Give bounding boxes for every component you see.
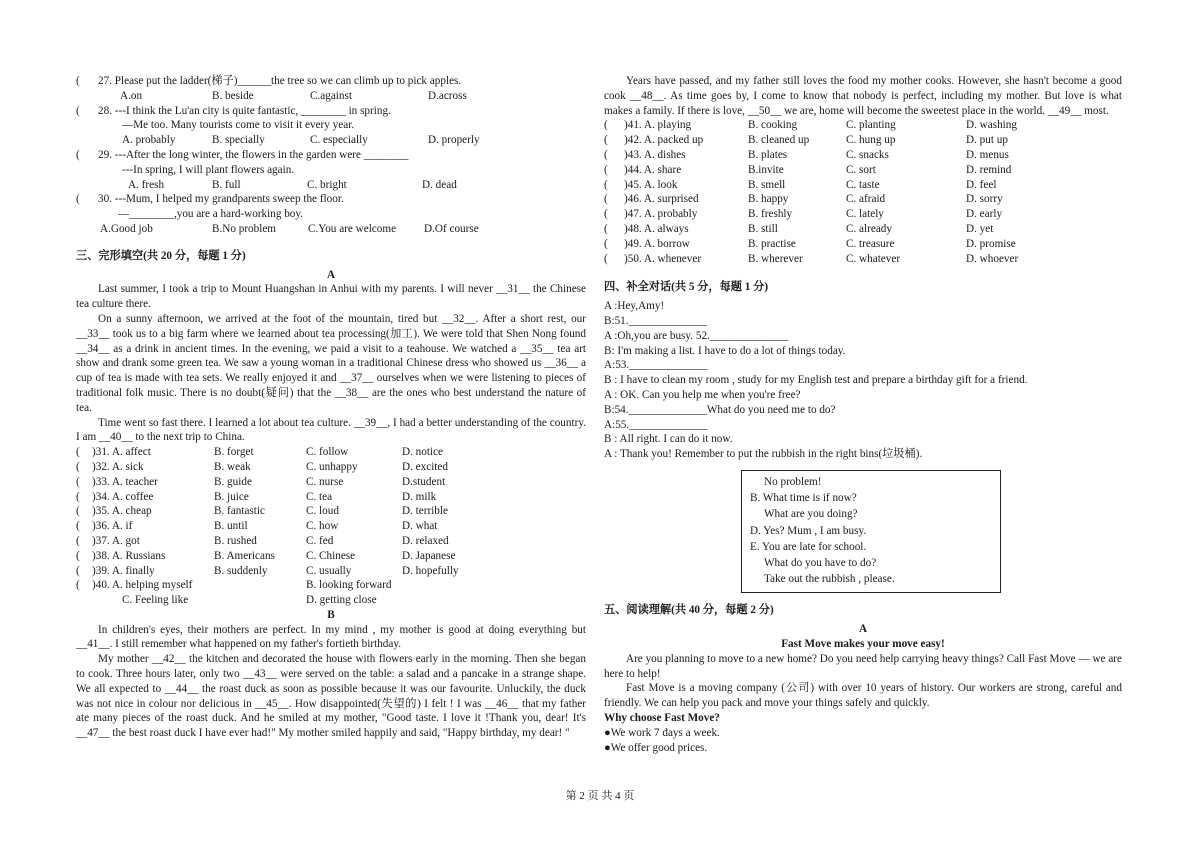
passage-b-para-1: In children's eyes, their mothers are perfect. In my mind , my mother is good at doing everything but __41__. I still remember what happened on my father's fortieth birthday.: [76, 623, 586, 651]
option-row-48: ( )48. A. always B. still C. already D. yet: [604, 222, 994, 235]
dialog-line: B:51.______________: [604, 314, 707, 327]
question-29: ( 29. ---After the long winter, the flowers in the garden were ________: [76, 148, 409, 161]
question-28: ( 28. ---I think the Lu'an city is quite fantastic, ________ in spring.: [76, 104, 391, 117]
reading-a-title: Fast Move makes your move easy!: [781, 637, 945, 650]
option-row-35: ( )35. A. cheap B. fantastic C. loud D. terrible: [76, 505, 448, 518]
question-28-reply: —Me too. Many tourists come to visit it every year.: [122, 119, 355, 132]
bullet-item: ●We offer good prices.: [604, 741, 708, 754]
dialog-line: A : Thank you! Remember to put the rubbish in the right bins(垃圾桶).: [604, 448, 923, 461]
passage-a-options: [76, 445, 586, 608]
dialog-line: B:54.______________What do you need me to do?: [604, 403, 836, 416]
why-heading: Why choose Fast Move?: [604, 711, 720, 724]
option-row-31: ( )31. A. affect B. forget C. follow D. notice: [76, 446, 444, 459]
reading-a-label: A: [858, 623, 868, 636]
passage-b-options: [604, 118, 1122, 266]
dialog-line: A :Hey,Amy!: [604, 300, 665, 313]
dialog-line: A : OK. Can you help me when you're free?: [604, 388, 801, 401]
passage-a-para-3: Time went so fast there. I learned a lot about tea culture. __39__, I had a better understanding of the country. I am __40__ to the next trip to China.: [76, 416, 586, 444]
box-option: What do you have to do?: [764, 556, 877, 569]
right-column: [604, 74, 1122, 755]
dialog-line: B : All right. I can do it now.: [604, 433, 733, 446]
option-row-33: ( )33. A. teacher B. guide C. nurse D.student: [76, 475, 446, 488]
passage-b-para-3: Years have passed, and my father still loves the food my mother cooks. However, she hasn't become a good cook __48__. As time goes by, I come to know that nobody is perfect, including my mother. But love is what makes a family. If there is love, __50__ we are, home will become the sweetest place in the world. __49__ most.: [604, 75, 1122, 117]
option-row-40-b: C. Feeling like D. getting close: [122, 594, 377, 607]
dialog-line: B: I'm making a list. I have to do a lot of things today.: [604, 344, 846, 357]
option-row-34: ( )34. A. coffee B. juice C. tea D. milk: [76, 490, 437, 503]
option-row-47: ( )47. A. probably B. freshly C. lately D. early: [604, 208, 1003, 221]
box-option: Take out the rubbish , please.: [764, 573, 895, 586]
option-row-39: ( )39. A. finally B. suddenly C. usually D. hopefully: [76, 564, 459, 577]
option-row-37: ( )37. A. got B. rushed C. fed D. relaxed: [76, 534, 449, 547]
question-28-options: A. probably B. specially C. especially D. properly: [122, 134, 480, 147]
page-footer: 第 2 页 共 4 页: [565, 790, 635, 802]
options-box: [741, 470, 1001, 593]
passage-a-label: A: [326, 268, 336, 281]
option-row-50: ( )50. A. whenever B. wherever C. whatever D. whoever: [604, 252, 1019, 265]
box-option: What are you doing?: [764, 508, 858, 521]
dialog-line: A:53.______________: [604, 359, 708, 372]
question-30-options: A.Good job B.No problem C.You are welcome D.Of course: [100, 222, 479, 235]
option-row-46: ( )46. A. surprised B. happy C. afraid D. sorry: [604, 193, 1003, 206]
passage-b-label: B: [327, 608, 335, 621]
question-29-reply: ---In spring, I will plant flowers again.: [122, 163, 295, 176]
section-4-heading: 四、补全对话(共 5 分，每题 1 分): [604, 281, 769, 294]
option-row-40: ( )40. A. helping myself B. looking forward: [76, 579, 392, 592]
box-option: E. You are late for school.: [750, 540, 867, 553]
left-column: [76, 74, 586, 741]
option-row-43: ( )43. A. dishes B. plates C. snacks D. menus: [604, 148, 1009, 161]
option-row-42: ( )42. A. packed up B. cleaned up C. hung up D. put up: [604, 134, 1008, 147]
option-row-49: ( )49. A. borrow B. practise C. treasure D. promise: [604, 237, 1016, 250]
box-option: No problem!: [764, 475, 822, 488]
reading-a-para-1: Are you planning to move to a new home? Do you need help carrying heavy things? Call Fast Move — we are here to help!: [604, 652, 1122, 680]
bullet-item: ●We work 7 days a week.: [604, 726, 720, 739]
passage-a-para-1: Last summer, I took a trip to Mount Huangshan in Anhui with my parents. I will never __31__ the Chinese tea culture there.: [76, 283, 586, 311]
dialog: [604, 299, 1122, 462]
dialog-line: B : I have to clean my room , study for my English test and prepare a birthday gift for a friend.: [604, 374, 1028, 387]
box-option: D. Yes? Mum , I am busy.: [750, 524, 867, 537]
question-30-reply: —________,you are a hard-working boy.: [118, 208, 304, 221]
dialog-line: A :Oh,you are busy. 52.______________: [604, 329, 789, 342]
dialog-line: A:55.______________: [604, 418, 708, 431]
passage-a-para-2: On a sunny afternoon, we arrived at the foot of the mountain, tired but __32__. After a short rest, our __33__ took us to a big farm where we learned about tea processing(加工). We were told that Shen Nong found __34__ as a drink in ancient times. In the evening, we paid a visit to a teahouse. We watched a __35__ tea art show and drank some green tea. We saw a young woman in a traditional Chinese dress who showed us __36__ a cup of tea is made with tea sets. We really enjoyed it and __37__ ourselves when we were listening to pieces of traditional folk music. There is no doubt(疑问) that the __38__ are the ones who best understand the nature of tea.: [76, 312, 586, 414]
question-30: ( 30. ---Mum, I helped my grandparents sweep the floor.: [76, 193, 344, 206]
option-row-36: ( )36. A. if B. until C. how D. what: [76, 520, 438, 533]
question-27-options: A.on B. beside C.against D.across: [120, 89, 467, 102]
question-27: ( 27. Please put the ladder(梯子)______the tree so we can climb up to pick apples.: [76, 75, 462, 87]
section-3-heading: 三、完形填空(共 20 分，每题 1 分): [76, 249, 246, 262]
option-row-38: ( )38. A. Russians B. Americans C. Chinese D. Japanese: [76, 549, 456, 562]
box-option: B. What time is if now?: [750, 492, 857, 505]
option-row-44: ( )44. A. share B.invite C. sort D. remind: [604, 163, 1012, 176]
reading-a-para-2: Fast Move is a moving company (公司) with over 10 years of history. Our workers are strong, careful and friendly. We can help you pack and move your things safely and quickly.: [604, 682, 1122, 710]
section-5-heading: 五、阅读理解(共 40 分，每题 2 分): [604, 604, 774, 617]
question-29-options: A. fresh B. full C. bright D. dead: [128, 178, 457, 191]
option-row-45: ( )45. A. look B. smell C. taste D. feel: [604, 178, 997, 191]
option-row-32: ( )32. A. sick B. weak C. unhappy D. excited: [76, 460, 448, 473]
option-row-41: ( )41. A. playing B. cooking C. planting D. washing: [604, 119, 1017, 132]
passage-b-para-2: My mother __42__ the kitchen and decorated the house with flowers early in the morning. Then she began to cook. Three hours later, only two __43__ were served on the table: a salad and a pancake in a strange shape. We all expected to __44__ the roast duck as soon as possible because it was our favourite. Unluckily, the duck was not nice in colour nor delicious in __45__. How disappointed(失望的) I felt ! I was __46__ that my father ate many pieces of the roast duck. And he smiled at my mother, "Good taste. I love it !Thank you, dear! It's __47__ the best roast duck I have ever had!" My mother smiled happily and said, "Happy birthday, my dear! ": [76, 653, 586, 740]
